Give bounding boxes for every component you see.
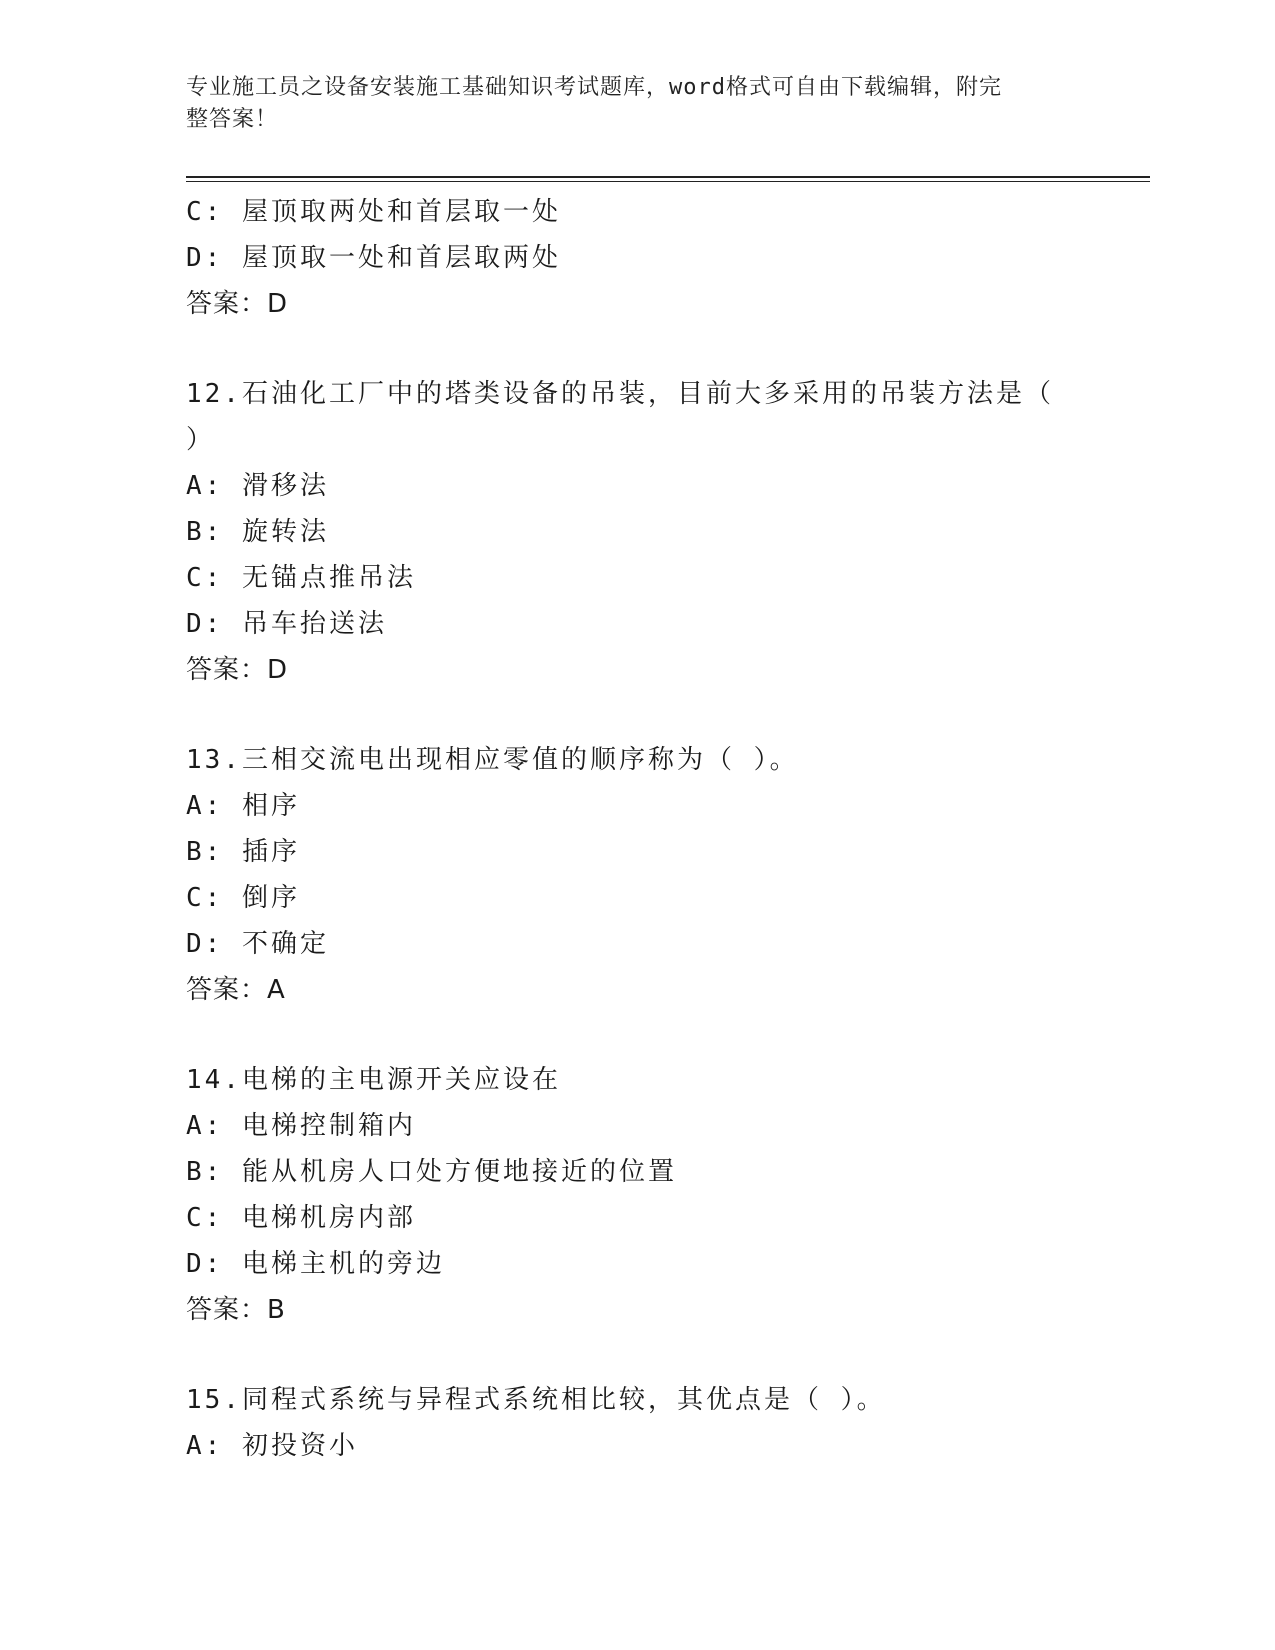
spacer bbox=[186, 1013, 1086, 1057]
option-a: A: 相序 bbox=[186, 791, 300, 821]
header-line-1: 专业施工员之设备安装施工基础知识考试题库，word格式可自由下载编辑，附完 bbox=[186, 75, 1002, 100]
option-b: B: 旋转法 bbox=[186, 517, 329, 547]
question-12 bbox=[186, 371, 1086, 693]
option-b: B: 插序 bbox=[186, 837, 300, 867]
question-stem: 12.石油化工厂中的塔类设备的吊装，目前大多采用的吊装方法是（ bbox=[186, 379, 1054, 409]
question-13 bbox=[186, 737, 1086, 1013]
option-d: D: 电梯主机的旁边 bbox=[186, 1249, 445, 1279]
question-15 bbox=[186, 1377, 1086, 1469]
answer: 答案：D bbox=[186, 655, 289, 685]
option-a: A: 初投资小 bbox=[186, 1431, 358, 1461]
document-header bbox=[186, 72, 1066, 136]
question-stem-continued: ） bbox=[186, 425, 216, 455]
option-c: C: 倒序 bbox=[186, 883, 300, 913]
option-b: B: 能从机房人口处方便地接近的位置 bbox=[186, 1157, 677, 1187]
question-stem: 13.三相交流电出现相应零值的顺序称为（ ）。 bbox=[186, 745, 799, 775]
answer: 答案：D bbox=[186, 289, 289, 319]
question-list bbox=[186, 189, 1086, 1469]
option-d: D: 不确定 bbox=[186, 929, 329, 959]
header-divider-thin bbox=[186, 181, 1150, 182]
option-a: A: 电梯控制箱内 bbox=[186, 1111, 416, 1141]
answer: 答案：A bbox=[186, 975, 286, 1005]
spacer bbox=[186, 327, 1086, 371]
answer: 答案：B bbox=[186, 1295, 286, 1325]
spacer bbox=[186, 1333, 1086, 1377]
option-a: A: 滑移法 bbox=[186, 471, 329, 501]
question-stem: 14.电梯的主电源开关应设在 bbox=[186, 1065, 561, 1095]
option-d: D: 吊车抬送法 bbox=[186, 609, 387, 639]
option-c: C: 电梯机房内部 bbox=[186, 1203, 416, 1233]
question-14 bbox=[186, 1057, 1086, 1333]
spacer bbox=[186, 693, 1086, 737]
question-stem: 15.同程式系统与异程式系统相比较，其优点是（ ）。 bbox=[186, 1385, 886, 1415]
header-divider-thick bbox=[186, 176, 1150, 178]
header-line-2: 整答案！ bbox=[186, 107, 279, 132]
option-c: C: 无锚点推吊法 bbox=[186, 563, 416, 593]
question-11-tail bbox=[186, 189, 1086, 327]
option-d: D: 屋顶取一处和首层取两处 bbox=[186, 243, 561, 273]
option-c: C: 屋顶取两处和首层取一处 bbox=[186, 197, 561, 227]
